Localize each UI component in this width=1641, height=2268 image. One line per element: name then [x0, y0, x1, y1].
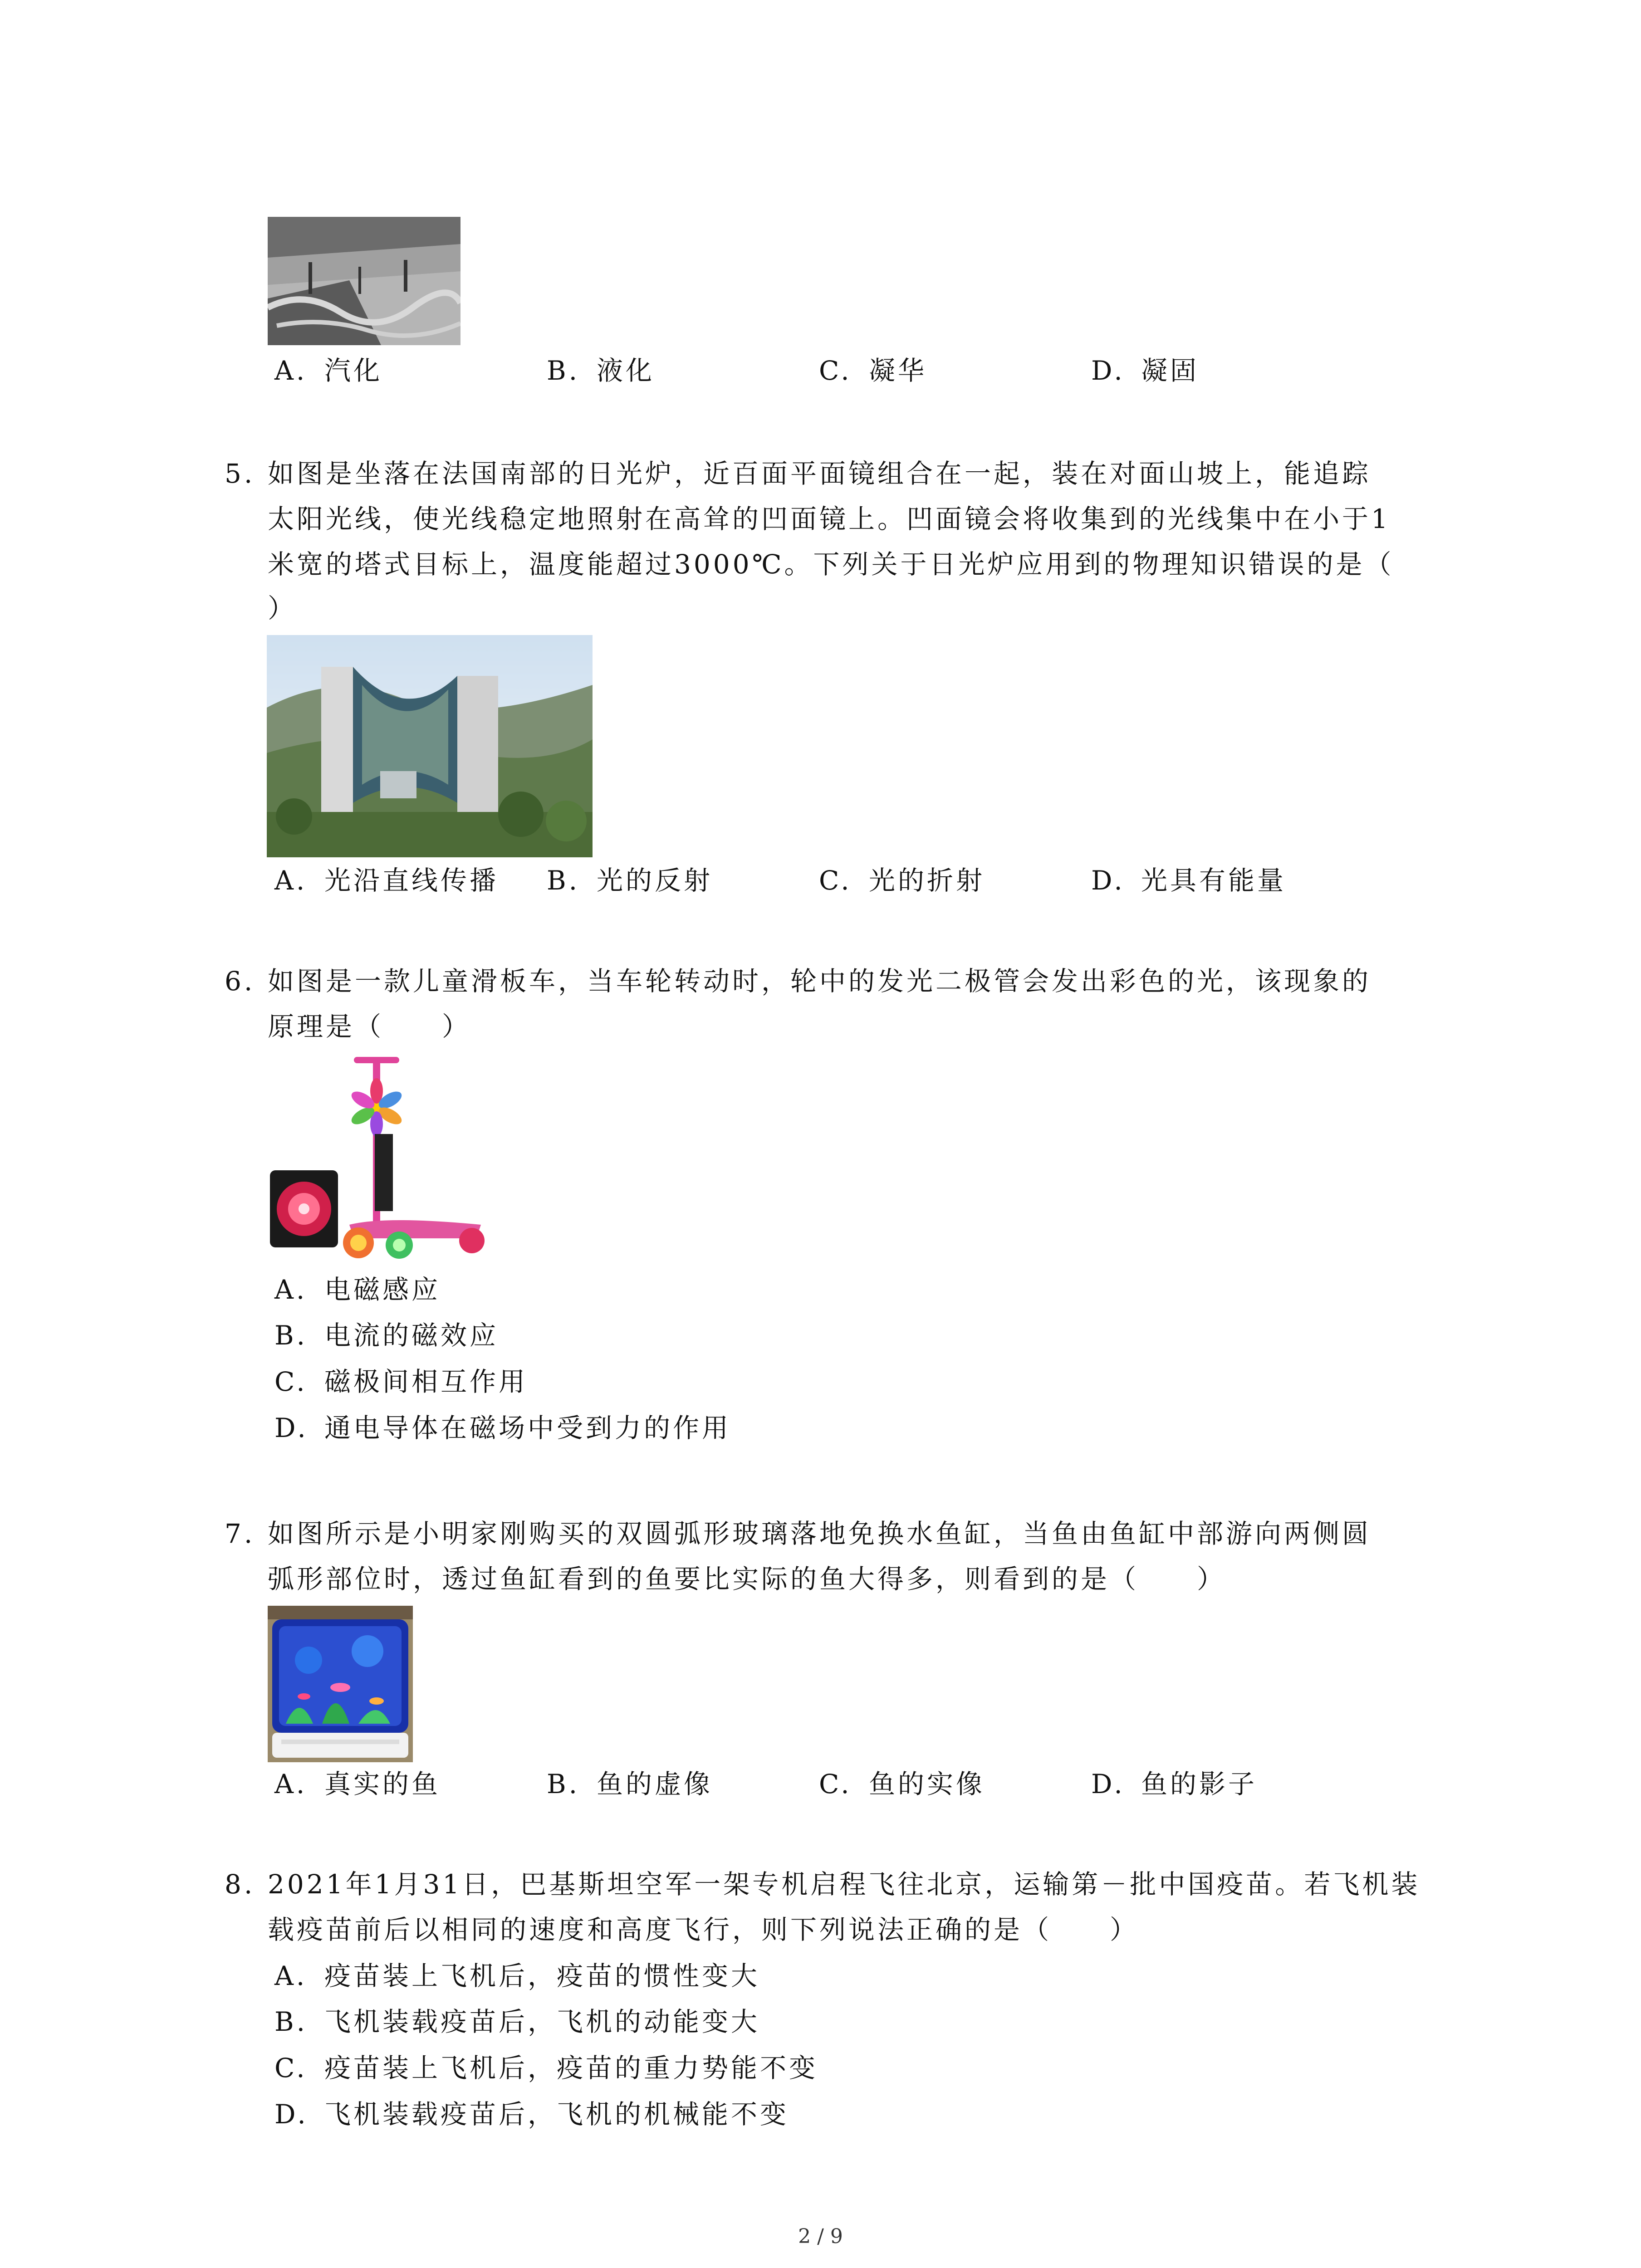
q7-line-1: 如图所示是小明家刚购买的双圆弧形玻璃落地免换水鱼缸，当鱼由鱼缸中部游向两侧圆 — [268, 1518, 1372, 1549]
q6-option-c: C. 磁极间相互作用 — [274, 1366, 528, 1397]
q7-photo-aquarium — [268, 1606, 413, 1762]
q5-photo-solar-furnace — [267, 635, 593, 857]
q6-photo-scooter — [268, 1052, 490, 1266]
q8-option-a: A. 疫苗装上飞机后，疫苗的惯性变大 — [274, 1960, 760, 1991]
q7-option-b: B. 鱼的虚像 — [547, 1769, 713, 1799]
q7-number: 7. — [225, 1518, 255, 1549]
q8-line-1: 2021年1月31日，巴基斯坦空军一架专机启程飞往北京，运输第－批中国疫苗。若飞机装 — [268, 1869, 1421, 1900]
q5-option-d: D. 光具有能量 — [1091, 865, 1287, 896]
q5-option-b: B. 光的反射 — [547, 865, 713, 896]
q5-option-c: C. 光的折射 — [819, 865, 985, 896]
q4-option-b: B. 液化 — [547, 355, 655, 386]
q8-option-b: B. 飞机装载疫苗后，飞机的动能变大 — [274, 2006, 760, 2037]
q6-option-b: B. 电流的磁效应 — [274, 1320, 499, 1351]
q8-line-2: 载疫苗前后以相同的速度和高度飞行，则下列说法正确的是（ ） — [268, 1914, 1139, 1945]
q7-option-d: D. 鱼的影子 — [1091, 1769, 1258, 1799]
page-number: 2 / 9 — [798, 2225, 843, 2248]
q7-line-2: 弧形部位时，透过鱼缸看到的鱼要比实际的鱼大得多，则看到的是（ ） — [268, 1564, 1226, 1594]
q8-option-c: C. 疫苗装上飞机后，疫苗的重力势能不变 — [274, 2053, 818, 2083]
q4-option-c: C. 凝华 — [819, 355, 927, 386]
q7-option-c: C. 鱼的实像 — [819, 1769, 985, 1799]
q5-line-4: ） — [268, 593, 297, 624]
q6-line-2: 原理是（ ） — [268, 1011, 471, 1042]
q6-option-a: A. 电磁感应 — [274, 1274, 441, 1305]
q8-option-d: D. 飞机装载疫苗后，飞机的机械能不变 — [274, 2099, 789, 2130]
q4-option-a: A. 汽化 — [274, 355, 383, 386]
q5-line-1: 如图是坐落在法国南部的日光炉，近百面平面镜组合在一起，装在对面山坡上，能追踪 — [268, 458, 1372, 489]
q5-line-2: 太阳光线，使光线稳定地照射在高耸的凹面镜上。凹面镜会将收集到的光线集中在小于1 — [268, 503, 1391, 534]
q5-number: 5. — [225, 458, 255, 489]
q5-option-a: A. 光沿直线传播 — [274, 865, 499, 896]
q7-option-a: A. 真实的鱼 — [274, 1769, 441, 1799]
q4-photo-frost — [268, 217, 460, 345]
q6-line-1: 如图是一款儿童滑板车，当车轮转动时，轮中的发光二极管会发出彩色的光，该现象的 — [268, 966, 1372, 997]
q6-option-d: D. 通电导体在磁场中受到力的作用 — [274, 1413, 731, 1443]
q5-line-3: 米宽的塔式目标上，温度能超过3000℃。下列关于日光炉应用到的物理知识错误的是（ — [268, 549, 1394, 580]
q6-number: 6. — [225, 966, 255, 997]
q4-option-d: D. 凝固 — [1091, 355, 1200, 386]
q8-number: 8. — [225, 1869, 255, 1900]
